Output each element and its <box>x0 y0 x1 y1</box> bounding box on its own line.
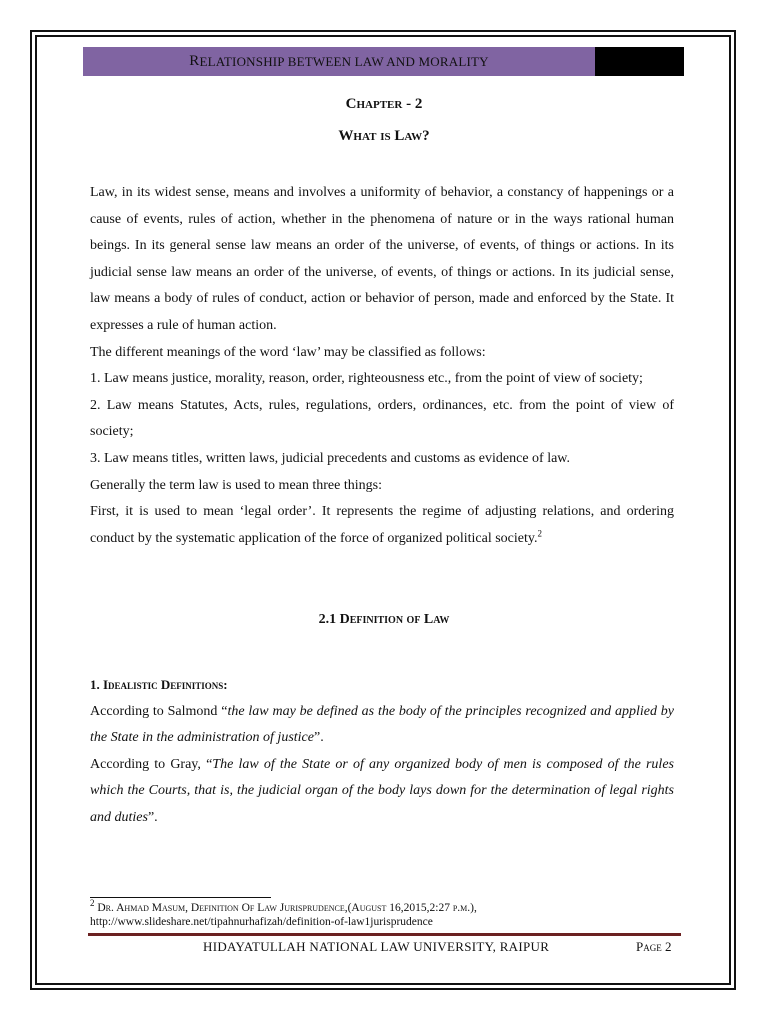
footnote-number: 2 <box>90 898 95 909</box>
paragraph: The different meanings of the word ‘law’ may be classified as follows: <box>90 344 486 360</box>
footer-page-number: Page 2 <box>636 939 672 954</box>
running-header-title <box>83 47 595 76</box>
gray-definition <box>90 752 674 832</box>
paragraph: 2. Law means Statutes, Acts, rules, regulations, orders, ordinances, etc. from the point of view of society; <box>90 397 674 440</box>
paragraph: 3. Law means titles, written laws, judicial precedents and customs as evidence of law. <box>90 450 570 466</box>
paragraph: Law, in its widest sense, means and involves a uniformity of behavior, a constancy of happenings or a cause of events, rules of action, whether in the phenomena of nature or in the ways rational human beings. In its general sense law means an order of the universe, of events, of things or actions. In its judicial sense law means an order of the universe, of events, of things or actions. In its judicial sense, law means a body of rules of conduct, action or behavior of person, made and enforced by the State. It expresses a rule of human action. <box>90 185 674 333</box>
gray-close: ”. <box>147 809 158 825</box>
salmond-definition <box>90 699 674 752</box>
running-header-block <box>595 47 684 76</box>
gray-intro: According to Gray, “ <box>90 756 213 772</box>
subheading: 1. Idealistic Definitions: <box>90 677 228 692</box>
footer-rule <box>88 933 681 936</box>
chapter-label: Chapter - 2 <box>345 96 423 112</box>
footnote-citation: Dr. Ahmad Masum, Definition Of Law Jurisprudence,(August 16,2015,2:27 p.m.), <box>97 902 477 914</box>
footnote-reference[interactable]: 2 <box>537 528 542 539</box>
running-header <box>83 47 684 76</box>
chapter-title: What is Law? <box>338 128 430 144</box>
footnote <box>90 898 680 929</box>
section-heading: 2.1 Definition of Law <box>318 612 450 627</box>
salmond-quote: the law may be defined as the body of the principles recognized and applied by the State in the administration of justice <box>90 703 674 746</box>
footer-institution: HIDAYATULLAH NATIONAL LAW UNIVERSITY, RAIPUR <box>203 939 550 954</box>
footnote-separator <box>90 897 271 898</box>
gray-quote: The law of the State or of any organized body of men is composed of the rules which the Courts, that is, the judicial organ of the body lays down for the determination of legal rights and duties <box>90 756 674 825</box>
running-header-initial: R <box>189 53 200 69</box>
footnote-citation-line <box>90 898 680 915</box>
footnote-url[interactable]: http://www.slideshare.net/tipahnurhafizah/definition-of-law1jurisprudence <box>90 916 433 928</box>
body-text <box>90 180 674 552</box>
paragraph: First, it is used to mean ‘legal order’. It represents the regime of adjusting relations, and ordering conduct by the systematic application of the force of organized political society. <box>90 504 674 546</box>
paragraph: Generally the term law is used to mean three things: <box>90 477 382 493</box>
paragraph: 1. Law means justice, morality, reason, order, righteousness etc., from the point of view of society; <box>90 371 643 387</box>
salmond-intro: According to Salmond “ <box>90 703 228 719</box>
paragraph-with-footnote <box>90 499 674 552</box>
definitions-block <box>90 672 674 832</box>
salmond-close: ”. <box>313 730 324 746</box>
running-header-rest: ELATIONSHIP BETWEEN LAW AND MORALITY <box>199 53 489 69</box>
